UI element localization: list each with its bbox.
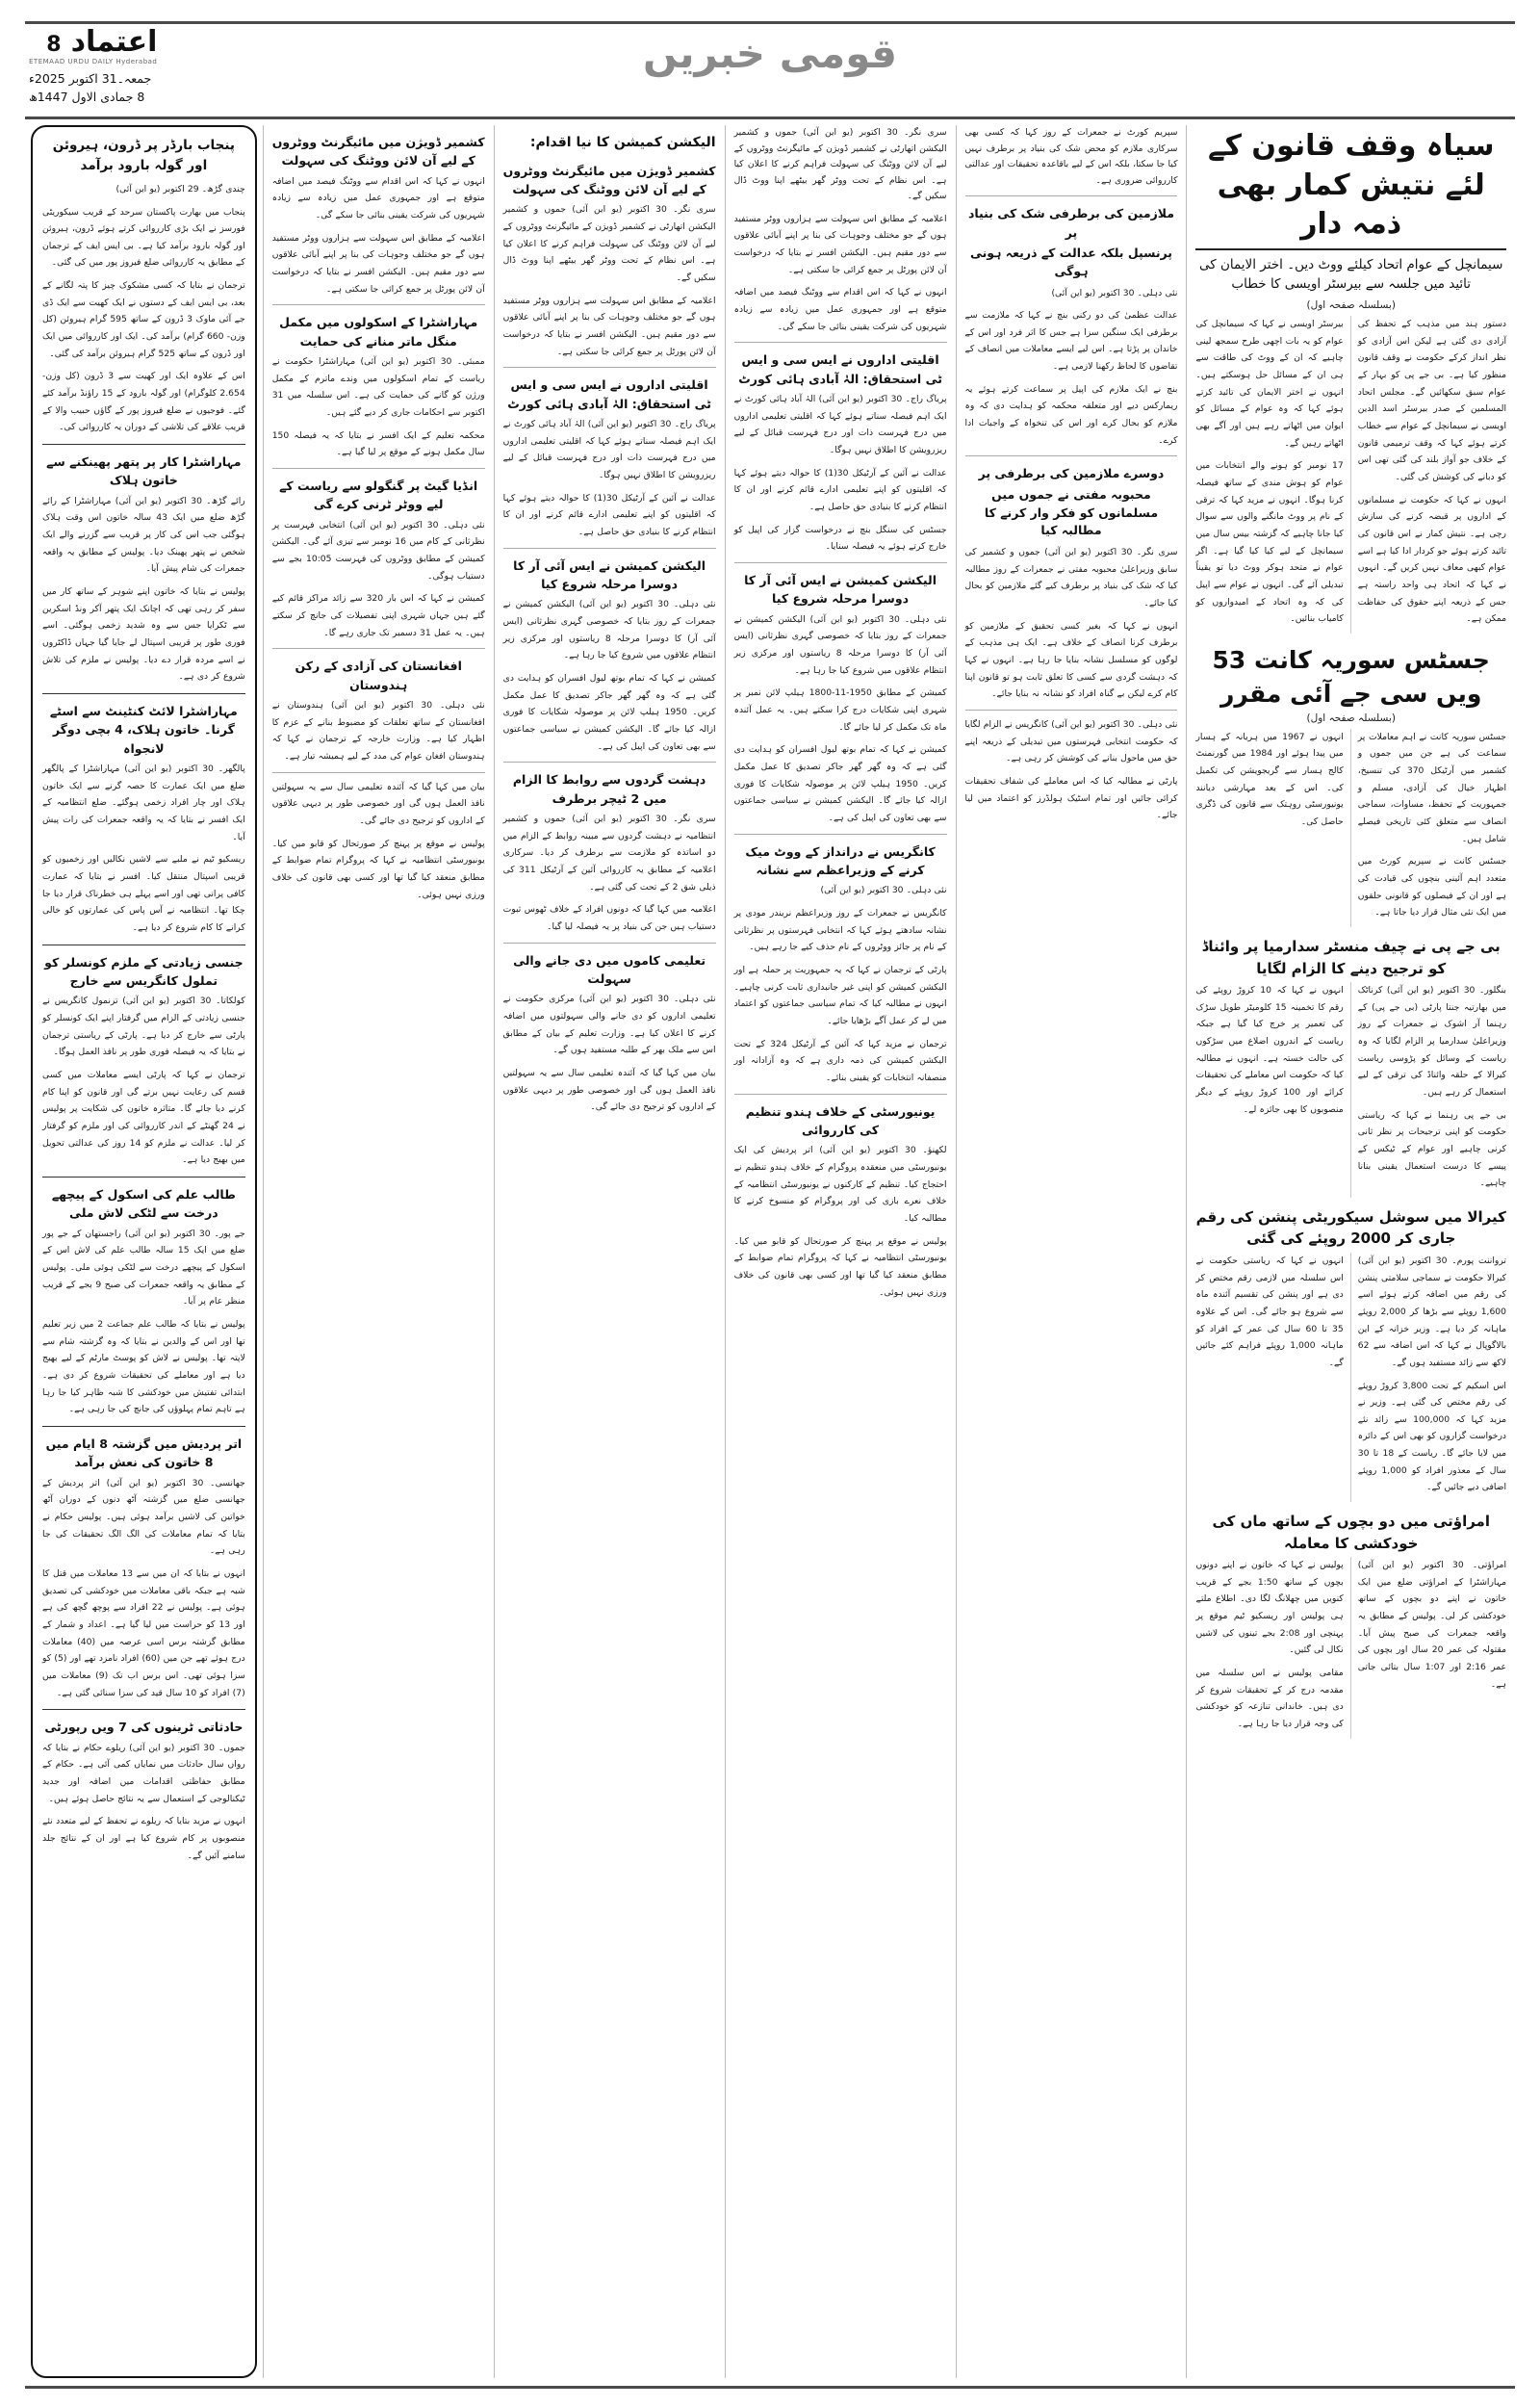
story7-headline: دوسرے ملازمین کی برطرفی پر <box>978 466 1165 481</box>
column-b <box>957 125 1188 2378</box>
divider <box>734 1094 947 1095</box>
story11-headline: تعلیمی کاموں میں دی جانے والی سہولت <box>513 952 706 987</box>
story2-body-3: جسٹس کانت نے سپریم کورٹ میں متعدد اہم آئینی بنچوں کی قیادت کی ہے اور ان کے فیصلوں کو قانونی حلقوں میں ایک نئی مثال قرار دیا جاتا ہے۔ <box>1357 856 1506 919</box>
divider <box>42 1709 245 1710</box>
story17-headline-b: الیکشن کمیشن نے ایس آئی آر کا دوسرا مرحلہ شروع کیا <box>513 557 706 592</box>
boxed-sub5-headline: اتر پردیش میں گزشتہ 8 ایام میں 8 خاتون کی نعش برآمد <box>45 1436 243 1470</box>
boxed-story-container <box>31 125 257 2378</box>
boxed-headline: پنجاب بارڈر پر ڈرون، ہیروئن اور گولہ بارود برآمد <box>52 138 235 173</box>
divider <box>734 834 947 835</box>
divider <box>734 562 947 563</box>
story15-body-3-c: انہوں نے کہا کہ اس اقدام سے ووٹنگ فیصد میں اضافہ متوقع ہے اور جمہوری عمل میں زیادہ سے زیادہ شہریوں کی شرکت یقینی بنائی جا سکے گی۔ <box>271 175 485 221</box>
boxed-sub4-body-2: پولیس نے بتایا کہ طالب علم جماعت 2 میں زیر تعلیم تھا اور اس کے والدین نے بتایا کہ وہ گزشتہ شام سے لاپتہ تھا۔ پولیس نے لاش کو پوسٹ مارٹم کے لیے بھیج دیا ہے اور معاملے کی تحقیقات شروع کر دی ہے۔ ابتدائی تفتیش میں خودکشی کا شبہ ظاہر کیا جا رہا ہے تاہم تمام پہلوؤں کی جانچ کی جا رہی ہے۔ <box>42 1319 245 1415</box>
story7-kicker: محبوبہ مفتی نے جموں میں مسلمانوں کو فکر وار کرنے کا مطالبہ کیا <box>984 486 1159 538</box>
story2-body-2: انہوں نے 1967 میں ہریانہ کے ہسار میں پیدا ہوئے اور 1984 میں گورنمنٹ کالج ہسار سے گریجویشن کی تکمیل کی۔ اس کے بعد مہارشی دیانند یونیورسٹی روہتک سے قانون کی ڈگری حاصل کی۔ <box>1195 731 1344 828</box>
story8-source: نئی دہلی۔ 30 اکتوبر (یو این آئی) <box>820 885 947 896</box>
story3-headline: بی جے پی نے چیف منسٹر سدارمیا پر وائناڈ کو ترجیح دینے کا الزام لگایا <box>1201 938 1501 977</box>
lead-subheadline: سیمانچل کے عوام اتحاد کیلئے ووٹ دیں۔ اختر الایمان کی تائید میں جلسہ سے بیرسٹر اویسی کا خطاب <box>1195 248 1506 295</box>
lead-body-4: 17 نومبر کو ہونے والے انتخابات میں عوام کو ہوش مندی کے ساتھ فیصلہ کرنا ہوگا۔ انہوں نے مزید کہا کہ ترقی کے نام پر ووٹ مانگنے والوں سے سوال کیا جانا چاہیے کہ گزشتہ بیس سال میں سیمانچل کے لیے کیا کیا گیا ہے۔ اگر عوام نے متحد ہوکر ووٹ دیا تو یقیناً تبدیلی آئے گی۔ انہوں نے عوام سے اپیل کی کہ وہ اتحاد کے امیدواروں کو کامیاب بنائیں۔ <box>1195 460 1344 625</box>
divider <box>965 195 1178 196</box>
divider <box>42 444 245 445</box>
story8-body-2: پارٹی کے ترجمان نے کہا کہ یہ جمہوریت پر حملہ ہے اور الیکشن کمیشن کو اپنی غیر جانبداری ثابت کرنی چاہیے۔ انہوں نے مطالبہ کیا کہ تمام سیاسی جماعتوں کو اعتماد میں لے کر عمل آگے بڑھایا جائے۔ <box>733 965 947 1027</box>
story3-body-3: بی جے پی رہنما نے کہا کہ ریاستی حکومت کو اپنی ترجیحات پر نظر ثانی کرنی چاہیے اور عوام کے ٹیکس کے پیسے کا درست استعمال یقینی بنانا چاہیے۔ <box>1357 1109 1506 1189</box>
story6-headline: ملازمین کی برطرفی شک کی بنیاد پر <box>967 206 1175 240</box>
story15-body-1-dup: سری نگر۔ 30 اکتوبر (یو این آئی) جموں و کشمیر الیکشن اتھارٹی نے کشمیر ڈویژن کے مائیگرنٹ ووٹروں کے لیے آن لائن ووٹنگ کی سہولت فراہم کرنے کا اعلان کیا ہے۔ اس نظام کے تحت ووٹر گھر بیٹھے اپنا ووٹ ڈال سکیں گے۔ <box>502 204 716 284</box>
story13-body-2: کمیشن نے کہا کہ اس بار 320 سے زائد مراکز قائم کیے گئے ہیں جہاں شہری اپنی تفصیلات کی جانچ کر سکتے ہیں۔ یہ عمل 31 دسمبر تک جاری رہے گا۔ <box>271 593 485 638</box>
story16-body-3: جسٹس کی سنگل بنچ نے درخواست گزار کی اپیل کو خارج کرتے ہوئے یہ فیصلہ سنایا۔ <box>733 524 947 553</box>
boxed-body-2: ترجمان نے بتایا کہ کسی مشکوک چیز کا پتہ لگانے کے بعد، بی ایس ایف کے دستوں نے ایک کھیت سے ایک ڈی جے آئی ماوک 3 ڈرون کے ساتھ 595 گرام ہیروئن (کل وزن- 660 گرام) برآمد کی۔ ایک اور کارروائی میں ایک اور ڈرون کے ساتھ 525 گرام ہیروئن برآمد کی گئی۔ <box>42 280 245 359</box>
boxed-sub5-body-2: انہوں نے بتایا کہ ان میں سے 13 معاملات میں قتل کا شبہ ہے جبکہ باقی معاملات میں خودکشی کی تصدیق ہوئی ہے۔ پولیس نے 22 افراد سے پوچھ گچھ کی ہے اور 13 کو حراست میں لیا گیا ہے۔ اعداد و شمار کے مطابق گزشتہ برس اسی عرصہ میں (40) معاملات درج ہوئے تھے جن میں (60) افراد نامزد تھے اور (5) کو سزا ہوئی تھی۔ اس برس اب تک (9) معاملات میں (7) افراد کو 10 سال قید کی سزا سنائی گئی ہے۔ <box>42 1568 245 1698</box>
story14-body-1: نئی دہلی۔ 30 اکتوبر (یو این آئی) ہندوستان نے افغانستان کے ساتھ تعلقات کو مضبوط بنانے کے عزم کا اظہار کیا ہے۔ وزارت خارجہ کے ترجمان نے کہا کہ ہندوستان افغان عوام کی مدد کے لیے ہمیشہ تیار ہے۔ <box>271 700 485 763</box>
story15-headline: کشمیر ڈویژن میں مائیگرنٹ ووٹروں کے لیے آن لائن ووٹنگ کی سہولت <box>502 163 716 197</box>
boxed-sub6-body-1: جموں۔ 30 اکتوبر (یو این آئی) ریلوے حکام نے بتایا کہ رواں سال حادثات میں نمایاں کمی آئی ہے۔ حکام کے مطابق حفاظتی اقدامات میں اضافہ اور جدید ٹیکنالوجی کے استعمال سے یہ نتائج حاصل ہوئے ہیں۔ <box>42 1742 245 1804</box>
boxed-sub1-body-1: رائے گڑھ۔ 30 اکتوبر (یو این آئی) مہاراشٹرا کے رائے گڑھ ضلع میں ایک 43 سالہ خاتون اس وقت ہلاک ہوگئی جب اس کی کار پر قریب سے گزرنے والے ایک شخص نے پتھر پھینک دیا۔ پولیس کے مطابق یہ واقعہ جمعرات کی شام پیش آیا۔ <box>42 495 245 575</box>
story18-body-1: نئی دہلی۔ 30 اکتوبر (یو این آئی) کانگریس نے الزام لگایا کہ حکومت انتخابی فہرستوں میں تبدیلی کے ذریعہ اپنے حق میں ماحول بنانے کی کوشش کر رہی ہے۔ <box>964 718 1178 764</box>
story12-body-1: ممبئی۔ 30 اکتوبر (یو این آئی) مہاراشٹرا حکومت نے ریاست کے تمام اسکولوں میں وندے ماترم کے مکمل ورژن کو گانے کی حمایت کی ہے۔ اس سلسلہ میں 31 اکتوبر سے احکامات جاری کر دیے گئے ہیں۔ <box>271 356 485 419</box>
story11-body-2-e: بیان میں کہا گیا کہ آئندہ تعلیمی سال سے یہ سہولتیں نافذ العمل ہوں گی اور خصوصی طور پر دیہی علاقوں کے اداروں کو ترجیح دی جائے گی۔ <box>271 781 485 827</box>
publication-logo: اعتماد <box>70 25 158 59</box>
story5-headline: امراؤتی میں دو بچوں کے ساتھ ماں کی خودکشی کا معاملہ <box>1212 1513 1490 1552</box>
story11-body-2: بیان میں کہا گیا کہ آئندہ تعلیمی سال سے یہ سہولتیں نافذ العمل ہوں گی اور خصوصی طور پر دیہی علاقوں کے اداروں کو ترجیح دی جائے گی۔ <box>502 1068 716 1113</box>
story8-body-1: کانگریس نے جمعرات کے روز وزیراعظم نریندر مودی پر نشانہ سادھتے ہوئے کہا کہ انتخابی فہرستوں پر نظرثانی کے نام پر جائز ووٹروں کے نام حذف کیے جا رہے ہیں۔ <box>733 908 947 953</box>
story13-headline: انڈیا گیٹ پر گنگولو سے ریاست کے لیے ووٹر ٹرنی کرے گی <box>279 479 478 512</box>
story16-headline-b: اقلیتی اداروں نے ایس سی و ایس ٹی استحقاق: الہٰ آبادی ہائی کورٹ <box>507 377 711 411</box>
story15-body-2-dup: اعلامیہ کے مطابق اس سہولت سے ہزاروں ووٹر مستفید ہوں گے جو مختلف وجوہات کی بنا پر اپنے آبائی علاقوں سے دور مقیم ہیں۔ الیکشن افسر نے بتایا کہ درخواست آن لائن پورٹل پر جمع کرائی جا سکتی ہے۔ <box>502 295 716 357</box>
story12-body-2: محکمہ تعلیم کے ایک افسر نے بتایا کہ یہ فیصلہ 150 سال مکمل ہونے کے موقع پر لیا گیا ہے۔ <box>271 429 485 458</box>
boxed-sub3-headline: جنسی زیادتی کے ملزم کونسلر کو تملول کانگریس سے خارج <box>44 954 244 989</box>
story7-body-2: انہوں نے کہا کہ بغیر کسی تحقیق کے ملازمین کو برطرف کرنا انصاف کے خلاف ہے۔ ایک ہی مذہب کے لوگوں کو مسلسل نشانہ بنایا جا رہا ہے۔ انہوں نے کہا کہ دہشت گردی سے کسی کا تعلق ثابت ہو تو قانون اپنا کام کرے لیکن بے گناہ افراد کو نشانہ نہ بنایا جائے۔ <box>964 620 1178 700</box>
date-hijri: 8 جمادی الاول 1447ھ <box>29 89 145 104</box>
column-grid <box>25 125 1515 2378</box>
divider <box>272 468 485 469</box>
lead-body-3: بیرسٹر اویسی نے کہا کہ سیمانچل کی عوام کو یہ بات اچھی طرح سمجھ لینی چاہیے کہ ان کے ووٹ کی طاقت سے ہی ان کے مسائل حل ہوسکتے ہیں۔ انہوں نے اختر الایمان کی تائید کرتے ہوئے کہا کہ وہ عوام کے مسائل کو ایوان میں اٹھاتے رہے ہیں اور آگے بھی اٹھاتے رہیں گے۔ <box>1195 319 1344 449</box>
story15-headline-c: کشمیر ڈویژن میں مائیگرنٹ ووٹروں کے لیے آن لائن ووٹنگ کی سہولت <box>271 135 485 168</box>
boxed-sub1-body-2: پولیس نے بتایا کہ خاتون اپنے شوہر کے ساتھ کار میں سفر کر رہی تھی کہ اچانک ایک پتھر آکر ونڈ اسکرین سے ٹکرایا جس سے وہ شدید زخمی ہوگئی۔ اسے فوری طور پر قریبی اسپتال لے جایا گیا جہاں ڈاکٹروں نے اسے مردہ قرار دے دیا۔ پولیس نے ملزم کی تلاش شروع کر دی ہے۔ <box>42 586 245 683</box>
story16-headline: اقلیتی اداروں نے ایس سی و ایس ٹی استحقاق: الہٰ آبادی ہائی کورٹ <box>738 352 942 386</box>
election-commission-kicker: الیکشن کمیشن کا نیا اقدام: <box>529 135 716 150</box>
story2-credit: (بسلسلہ صفحہ اول) <box>1306 712 1396 724</box>
boxed-sub2-body-2: ریسکیو ٹیم نے ملبے سے لاشیں نکالیں اور زخمیوں کو قریبی اسپتال منتقل کیا۔ افسر نے بتایا کہ عمارت کافی پرانی تھی اور اسے پہلے ہی خطرناک قرار دیا جا چکا تھا۔ انتظامیہ نے آس پاس کی عمارتوں کو خالی کرانے کا کام شروع کر دیا ہے۔ <box>42 854 245 934</box>
story17-body-1-b: نئی دہلی۔ 30 اکتوبر (یو این آئی) الیکشن کمیشن نے جمعرات کے روز بتایا کہ خصوصی گہری نظرثانی (ایس آئی آر) کا دوسرا مرحلہ 8 ریاستوں اور مرکزی زیر انتظام علاقوں میں شروع کیا جا رہا ہے۔ <box>502 599 716 661</box>
divider <box>503 762 716 763</box>
column-d <box>495 125 726 2378</box>
boxed-sub6-body-2: انہوں نے مزید بتایا کہ ریلوے نے تحفظ کے لیے متعدد نئے منصوبوں پر کام شروع کیا ہے اور ان کے نتائج جلد سامنے آئیں گے۔ <box>42 1816 245 1861</box>
story15-body-2-c: اعلامیہ کے مطابق اس سہولت سے ہزاروں ووٹر مستفید ہوں گے جو مختلف وجوہات کی بنا پر اپنے آبائی علاقوں سے دور مقیم ہیں۔ الیکشن افسر نے بتایا کہ درخواست آن لائن پورٹل پر جمع کرائی جا سکتی ہے۔ <box>271 232 485 295</box>
boxed-sub6-headline: حادثاتی ٹرینوں کی 7 ویں رپورٹی <box>44 1720 244 1735</box>
boxed-sub3-body-2: ترجمان نے کہا کہ پارٹی ایسے معاملات میں کسی قسم کی رعایت نہیں برتے گی اور قانون کو اپنا کام کرنے دیا جائے گا۔ متاثرہ خاتون کی شکایت پر پولیس نے 24 گھنٹے کے اندر کارروائی کی اور ملزم کو گرفتار کر لیا۔ عدالت نے ملزم کو 14 روز کی عدالتی تحویل میں بھیج دیا ہے۔ <box>42 1070 245 1166</box>
divider <box>965 455 1178 456</box>
divider <box>503 367 716 368</box>
publication-roman-name: ETEMAAD URDU DAILY Hyderabad <box>29 58 158 65</box>
boxed-sub5-body-1: جھانسی۔ 30 اکتوبر (یو این آئی) اتر پردیش کے جھانسی ضلع میں گزشتہ آٹھ دنوں کے دوران آٹھ خواتین کی لاشیں برآمد ہوئی ہیں۔ پولیس حکام نے بتایا کہ تمام معاملات کی الگ الگ تحقیقات کی جا رہی ہے۔ <box>42 1477 245 1557</box>
story13-body-1: نئی دہلی۔ 30 اکتوبر (یو این آئی) انتخابی فہرست پر نظرثانی کے کام میں 16 نومبر سے تیزی آئے گی۔ الیکشن کمیشن کے مطابق ووٹروں کی فہرست 10:05 بجے سے دستیاب ہوگی۔ <box>271 519 485 582</box>
page-number: 8 <box>46 33 62 57</box>
divider <box>272 772 485 773</box>
divider <box>42 1426 245 1427</box>
story15-body-3: انہوں نے کہا کہ اس اقدام سے ووٹنگ فیصد میں اضافہ متوقع ہے اور جمہوری عمل میں زیادہ سے زیادہ شہریوں کی شرکت یقینی بنائی جا سکے گی۔ <box>733 287 947 332</box>
story5-body-3: مقامی پولیس نے اس سلسلہ میں مقدمہ درج کر کے تحقیقات شروع کر دی ہیں۔ خاندانی تنازعہ کو خودکشی کی وجہ قرار دیا جا رہا ہے۔ <box>1195 1668 1344 1729</box>
story6-lead-body: سپریم کورٹ نے جمعرات کے روز کہا کہ کسی بھی سرکاری ملازم کو محض شک کی بنیاد پر برطرف نہیں کیا جا سکتا، بلکہ اس کے لیے باقاعدہ تحقیقات اور عدالتی کارروائی ضروری ہے۔ <box>964 127 1178 186</box>
story5-body-2: پولیس نے کہا کہ خاتون نے اپنے دونوں بچوں کے ساتھ 1:50 بجے کے قریب کنویں میں چھلانگ لگا دی۔ اطلاع ملتے ہی پولیس اور ریسکیو ٹیم موقع پر پہنچی اور 2:08 بجے تینوں کی لاشیں نکال لی گئیں۔ <box>1195 1560 1344 1656</box>
story14-headline: افغانستان کی آزادی کے رکن ہندوستان <box>295 659 462 692</box>
divider <box>42 693 245 694</box>
story10-body-1: سری نگر۔ 30 اکتوبر (یو این آئی) جموں و کشمیر انتظامیہ نے دہشت گردوں سے مبینہ روابط کے الزام میں دو اساتذہ کو ملازمت سے برطرف کر دیا۔ سرکاری اعلامیہ کے مطابق یہ کارروائی آئین کے آرٹیکل 311 کی ذیلی شق 2 کے تحت کی گئی ہے۔ <box>502 814 716 893</box>
date-gregorian: جمعہ۔31 اکتوبر 2025ء <box>29 71 152 86</box>
boxed-sub4-body-1: جے پور۔ 30 اکتوبر (یو این آئی) راجستھان کے جے پور ضلع میں ایک 15 سالہ طالب علم کی لاش اس کے اسکول کے پیچھے درخت سے لٹکی ہوئی ملی۔ پولیس کے مطابق یہ واقعہ جمعرات کی صبح 9 بجے کے قریب منظر عام پر آیا۔ <box>42 1228 245 1307</box>
story9-body-2: پولیس نے موقع پر پہنچ کر صورتحال کو قابو میں کیا۔ یونیورسٹی انتظامیہ نے کہا کہ پروگرام تمام ضوابط کے مطابق منعقد کیا گیا تھا اور کسی بھی قانون کی خلاف ورزی نہیں ہوئی۔ <box>733 1235 947 1298</box>
story5-body-1: امراؤتی۔ 30 اکتوبر (یو این آئی) مہاراشٹرا کے امراؤتی ضلع میں ایک خاتون نے اپنے دو بچوں کے ساتھ خودکشی کر لی۔ پولیس کے مطابق یہ واقعہ جمعرات کی صبح پیش آیا۔ مقتولہ کی عمر 20 سال اور بچوں کی عمر 2:16 اور 1:07 سال بتائی جاتی ہے۔ <box>1357 1560 1507 1690</box>
divider <box>42 1177 245 1178</box>
story6-kicker: پرنسپل بلکہ عدالت کے ذریعہ ہونی ہوگی <box>969 246 1172 278</box>
lead-body-2: انہوں نے کہا کہ حکومت نے مسلمانوں کے اداروں پر قبضہ کرنے کی سازش رچی ہے۔ نتیش کمار نے اس قانون کی تائید کرتے ہوئے جو کردار ادا کیا ہے اسے عوام کبھی معاف نہیں کریں گے۔ انہوں نے کہا کہ اتحاد ہی واحد راستہ ہے جس کے ذریعہ اپنے حقوق کی حفاظت ممکن ہے۔ <box>1357 494 1506 625</box>
story9-body-1: لکھنؤ۔ 30 اکتوبر (یو این آئی) اتر پردیش کی ایک یونیورسٹی میں منعقدہ پروگرام کے خلاف ہندو تنظیم نے احتجاج کیا۔ تنظیم کے کارکنوں نے یونیورسٹی انتظامیہ کے خلاف نعرے بازی کی اور پروگرام کو منسوخ کرنے کا مطالبہ کیا۔ <box>733 1145 947 1225</box>
story8-headline: کانگریس نے درانداز کے ووٹ میک کرنے کے وزیراعظم سے نشانہ <box>745 843 936 878</box>
column-c <box>726 125 957 2378</box>
section-title: قومی خبریں <box>642 30 898 77</box>
boxed-body-3: اس کے علاوہ ایک اور کھیت سے 3 ڈرون (کل وزن- 2.654 کلوگرام) اور گولہ بارود کے 15 راؤنڈ برآمد کئے گئے۔ فوجیوں نے ضلع فیروز پور کے گاؤں حبیب والا کے قریب علاقے کی تلاشی کے دوران یہ کارروائی کی۔ <box>42 371 245 433</box>
column-e <box>264 125 495 2378</box>
story16-body-1-b: پریاگ راج۔ 30 اکتوبر (یو این آئی) الہٰ آباد ہائی کورٹ نے ایک اہم فیصلہ سناتے ہوئے کہا کہ اقلیتی تعلیمی اداروں میں درج فہرست ذات اور درج فہرست قبائل کے لیے ریزرویشن کا اطلاق نہیں ہوگا۔ <box>502 419 716 481</box>
story4-body-3: اس اسکیم کے تحت 3,800 کروڑ روپئے کی رقم مختص کی گئی ہے۔ وزیر نے مزید کہا کہ 100,000 سے زائد نئے درخواست گزاروں کو بھی اس کے دائرہ میں لایا جائے گا۔ ریاست کے 18 تا 30 سال کے معذور افراد کو 1,000 روپئے اضافی دیے جائیں گے۔ <box>1357 1380 1506 1493</box>
masthead <box>25 21 1515 113</box>
story3-body-1: بنگلور۔ 30 اکتوبر (یو این آئی) کرناٹک میں بھارتیہ جنتا پارٹی (بی جے پی) کے رہنما آر اشوک نے جمعرات کے روز وزیراعلیٰ سدارمیا پر الزام لگایا کہ وہ ریاست کے وسائل کو پڑوسی ریاست کیرالا کے حلقہ وائناڈ کی ترقی کے لیے استعمال کر رہے ہیں۔ <box>1357 985 1506 1098</box>
story3-body-2: انہوں نے کہا کہ 10 کروڑ روپئے کی رقم کا تخمینہ 15 کلومیٹر طویل سڑک کی تعمیر پر خرچ کیا گیا ہے جبکہ ریاست کے اندرون اضلاع میں سڑکوں کی حالت خستہ ہے۔ انہوں نے مطالبہ کیا کہ حکومت اس معاملے کی تحقیقات کرائے اور 100 کروڑ روپئے کے دیگر منصوبوں کا بھی جائزہ لے۔ <box>1195 985 1344 1115</box>
story4-headline: کیرالا میں سوشل سیکوریٹی پنشن کی رقم جاری کر 2000 روپئے کی گئی <box>1195 1207 1506 1248</box>
story11-body-1: نئی دہلی۔ 30 اکتوبر (یو این آئی) مرکزی حکومت نے تعلیمی اداروں کو دی جانے والی سہولتوں میں اضافہ کرنے کا اعلان کیا ہے۔ وزارت تعلیم کے بیان کے مطابق اس سے ملک بھر کے طلبہ مستفید ہوں گے۔ <box>502 994 716 1056</box>
story9-body-2-e: پولیس نے موقع پر پہنچ کر صورتحال کو قابو میں کیا۔ یونیورسٹی انتظامیہ نے کہا کہ پروگرام تمام ضوابط کے مطابق منعقد کیا گیا تھا اور کسی بھی قانون کی خلاف ورزی نہیں ہوئی۔ <box>271 838 485 900</box>
divider <box>965 710 1178 711</box>
story17-body-1: نئی دہلی۔ 30 اکتوبر (یو این آئی) الیکشن کمیشن نے جمعرات کے روز بتایا کہ خصوصی گہری نظرثانی (ایس آئی آر) کا دوسرا مرحلہ 8 ریاستوں اور مرکزی زیر انتظام علاقوں میں شروع کیا جا رہا ہے۔ <box>733 613 947 676</box>
story15-body-2: اعلامیہ کے مطابق اس سہولت سے ہزاروں ووٹر مستفید ہوں گے جو مختلف وجوہات کی بنا پر اپنے آبائی علاقوں سے دور مقیم ہیں۔ الیکشن افسر نے بتایا کہ درخواست آن لائن پورٹل پر جمع کرائی جا سکتی ہے۔ <box>733 213 947 275</box>
story8-body-3: ترجمان نے مزید کہا کہ آئین کے آرٹیکل 324 کے تحت الیکشن کمیشن کی ذمہ داری ہے کہ وہ آزادانہ اور منصفانہ انتخابات کو یقینی بنائے۔ <box>733 1038 947 1083</box>
story10-body-2: اعلامیہ میں کہا گیا کہ دونوں افراد کے خلاف ٹھوس ثبوت دستیاب ہیں جن کی بنیاد پر یہ فیصلہ لیا گیا۔ <box>502 904 716 933</box>
divider <box>272 648 485 649</box>
story2-headline: جسٹس سوریہ کانت 53 ویں سی جے آئی مقرر <box>1212 645 1490 708</box>
boxed-source: چندی گڑھ۔ 29 اکتوبر (یو این آئی) <box>116 183 245 194</box>
story6-body-3: بنچ نے ایک ملازم کی اپیل پر سماعت کرتے ہوئے یہ ریمارکس دیے اور متعلقہ محکمہ کو ہدایت دی کہ وہ ملازم کو بحال کرے اور اس کی تنخواہ کے واجبات ادا کرے۔ <box>964 383 1178 446</box>
column-boxed <box>25 125 264 2378</box>
story7-body-1: سری نگر۔ 30 اکتوبر (یو این آئی) جموں و کشمیر کی سابق وزیراعلیٰ محبوبہ مفتی نے جمعرات کے روز مطالبہ کیا کہ شک کی بنیاد پر برطرف کیے گئے ملازمین کو بحال کیا جائے۔ <box>964 547 1178 608</box>
story12-headline: مہاراشٹرا کے اسکولوں میں مکمل منگل ماتر منانے کی حمایت <box>279 315 478 349</box>
boxed-sub4-headline: طالب علم کی اسکول کے پیچھے درخت سے لٹکی لاش ملی <box>51 1187 236 1221</box>
story10-headline: دہشت گردوں سے روابط کا الزام میں 2 ٹیچر برطرف <box>512 772 706 806</box>
story6-source: نئی دہلی۔ 30 اکتوبر (یو این آئی) <box>1051 287 1178 298</box>
story17-body-3: کمیشن نے کہا کہ تمام بوتھ لیول افسران کو ہدایت دی گئی ہے کہ وہ گھر گھر جاکر تصدیق کا عمل مکمل کریں۔ 1950 ہیلپ لائن پر موصولہ شکایات کا فوری ازالہ کیا جائے گا۔ الیکشن کمیشن نے سیاسی جماعتوں سے بھی تعاون کی اپیل کی ہے۔ <box>733 744 947 824</box>
story2-body-1: جسٹس سوریہ کانت نے اہم معاملات پر سماعت کی ہے جن میں جموں و کشمیر میں آرٹیکل 370 کی تنسیخ، اظہار خیال کی آزادی، مسلم و جمہوریت کے تحفظ، مساوات، سماجی انصاف سے متعلق کئی تاریخی فیصلے شامل ہیں۔ <box>1357 731 1506 844</box>
story9-headline: یونیورسٹی کے خلاف ہندو تنظیم کی کارروائی <box>745 1103 936 1138</box>
divider <box>734 342 947 343</box>
divider <box>503 943 716 944</box>
story16-body-2: عدالت نے آئین کے آرٹیکل 30(1) کا حوالہ دیتے ہوئے کہا کہ اقلیتوں کو اپنے تعلیمی ادارے قائم کرنے اور ان کا انتظام کرنے کا بنیادی حق حاصل ہے۔ <box>733 467 947 513</box>
boxed-body-1: پنجاب میں بھارت پاکستان سرحد کے قریب سیکوریٹی فورسز نے ایک بڑی کارروائی کرتے ہوئے ڈرون، ہیروئن اور گولہ بارود برآمد کیا ہے۔ بی ایس ایف کے ترجمان کے مطابق یہ کارروائی ضلع فیروز پور میں کی گئی۔ <box>42 206 245 269</box>
story17-body-3-b: کمیشن نے کہا کہ تمام بوتھ لیول افسران کو ہدایت دی گئی ہے کہ وہ گھر گھر جاکر تصدیق کا عمل مکمل کریں۔ 1950 ہیلپ لائن پر موصولہ شکایات کا فوری ازالہ کیا جائے گا۔ الیکشن کمیشن نے سیاسی جماعتوں سے بھی تعاون کی اپیل کی ہے۔ <box>502 673 716 752</box>
column-lead <box>1187 125 1515 2378</box>
divider <box>272 304 485 305</box>
story16-body-2-b: عدالت نے آئین کے آرٹیکل 30(1) کا حوالہ دیتے ہوئے کہا کہ اقلیتوں کو اپنے تعلیمی ادارے قائم کرنے اور ان کا انتظام کرنے کا بنیادی حق حاصل ہے۔ <box>502 492 716 538</box>
story17-body-2: کمیشن کے مطابق 1950-11-1800 ہیلپ لائن نمبر پر شہری اپنی شکایات درج کرا سکتے ہیں۔ یہ عمل آئندہ ماہ تک مکمل کر لیا جائے گا۔ <box>733 687 947 733</box>
story4-body-1: ترواننت پورم۔ 30 اکتوبر (یو این آئی) کیرالا حکومت نے سماجی سلامتی پنشن کی رقم میں اضافہ کرتے ہوئے اسے 1,600 روپئے سے بڑھا کر 2,000 روپئے ماہانہ کر دیا ہے۔ وزیر خزانہ کے این بالاگوپال نے کہا کہ اس اضافہ سے 62 لاکھ سے زائد مستفید ہوں گے۔ <box>1357 1255 1506 1368</box>
divider <box>503 548 716 549</box>
story15-intro: سری نگر۔ 30 اکتوبر (یو این آئی) جموں و کشمیر الیکشن اتھارٹی نے کشمیر ڈویژن کے مائیگرنٹ ووٹروں کے لیے آن لائن ووٹنگ کی سہولت فراہم کرنے کا اعلان کیا ہے۔ اس نظام کے تحت ووٹر گھر بیٹھے اپنا ووٹ ڈال سکیں گے۔ <box>733 127 947 202</box>
story17-headline: الیکشن کمیشن نے ایس آئی آر کا دوسرا مرحلہ شروع کیا <box>744 573 937 607</box>
boxed-sub2-body-1: پالگھر۔ 30 اکتوبر (یو این آئی) مہاراشٹرا کے پالگھر ضلع میں ایک عمارت کا حصہ گرنے سے ایک خاتون ہلاک اور چار افراد زخمی ہوگئے۔ ضلع انتظامیہ کے ایک افسر نے بتایا کہ یہ واقعہ جمعرات کی رات پیش آیا۔ <box>42 764 245 842</box>
story6-body-2: عدالت عظمیٰ کی دو رکنی بنچ نے کہا کہ ملازمت سے برطرفی ایک سنگین سزا ہے جس کا اثر فرد اور اس کے خاندان پر پڑتا ہے۔ اس لیے ایسے معاملات میں انصاف کے تقاضوں کا لحاظ رکھنا لازمی ہے۔ <box>964 310 1178 373</box>
lead-headline: سیاہ وقف قانون کے لئے نتیش کمار بھی ذمہ دار <box>1207 129 1495 241</box>
story16-body-1: پریاگ راج۔ 30 اکتوبر (یو این آئی) الہٰ آباد ہائی کورٹ نے ایک اہم فیصلہ سناتے ہوئے کہا کہ اقلیتی تعلیمی اداروں میں درج فہرست ذات اور درج فہرست قبائل کے لیے ریزرویشن کا اطلاق نہیں ہوگا۔ <box>733 394 947 456</box>
masthead-bottom-rule <box>25 116 1515 119</box>
story18-body-2: پارٹی نے مطالبہ کیا کہ اس معاملے کی شفاف تحقیقات کرائی جائیں اور تمام اسٹیک ہولڈرز کو اعتماد میں لیا جائے۔ <box>964 775 1178 821</box>
boxed-sub1-headline: مہاراشٹرا کار پر پتھر پھینکنے سے خاتون ہلاک <box>46 454 242 488</box>
lead-credit: (بسلسلہ صفحہ اول) <box>1306 299 1396 311</box>
story4-body-2: انہوں نے کہا کہ ریاستی حکومت نے اس سلسلہ میں لازمی رقم مختص کر دی ہے اور پنشن کی تقسیم آئندہ ماہ سے شروع ہو جائے گی۔ اس کے علاوہ 35 تا 60 سال کی عمر کے افراد کو ماہانہ 1,000 روپئے فراہم کئے جائیں گے۔ <box>1195 1255 1344 1368</box>
page-bottom-rule <box>25 2386 1515 2389</box>
boxed-sub2-headline: مہاراشٹرا لائٹ کنٹینٹ سے اسٹے گرنا۔ خاتون ہلاک، 4 بچی دوگر لانجواہ <box>49 704 238 756</box>
boxed-sub3-body-1: کولکاتا۔ 30 اکتوبر (یو این آئی) ترنمول کانگریس نے جنسی زیادتی کے الزام میں گرفتار اپنے ایک کونسلر کو پارٹی سے خارج کر دیا ہے۔ پارٹی کے ریاستی ترجمان نے بتایا کہ یہ فیصلہ فوری طور پر نافذ العمل ہوگا۔ <box>42 996 245 1058</box>
lead-body-1: دستور ہند میں مذہب کے تحفظ کی آزادی دی گئی ہے لیکن اس آزادی کو نظر انداز کرکے حکومت نے وقف قانون منظور کیا ہے۔ بی جے پی کو بہار کے عوام سبق سکھائیں گے۔ مجلس اتحاد المسلمین کے صدر بیرسٹر اسد الدین اویسی نے سیمانچل کے عوام سے خطاب کرتے ہوئے کہا کہ وقف ترمیمی قانون کے خلاف جو آواز بلند کی گئی تھی اس کو دبانے کی کوشش کی گئی۔ <box>1357 319 1506 482</box>
